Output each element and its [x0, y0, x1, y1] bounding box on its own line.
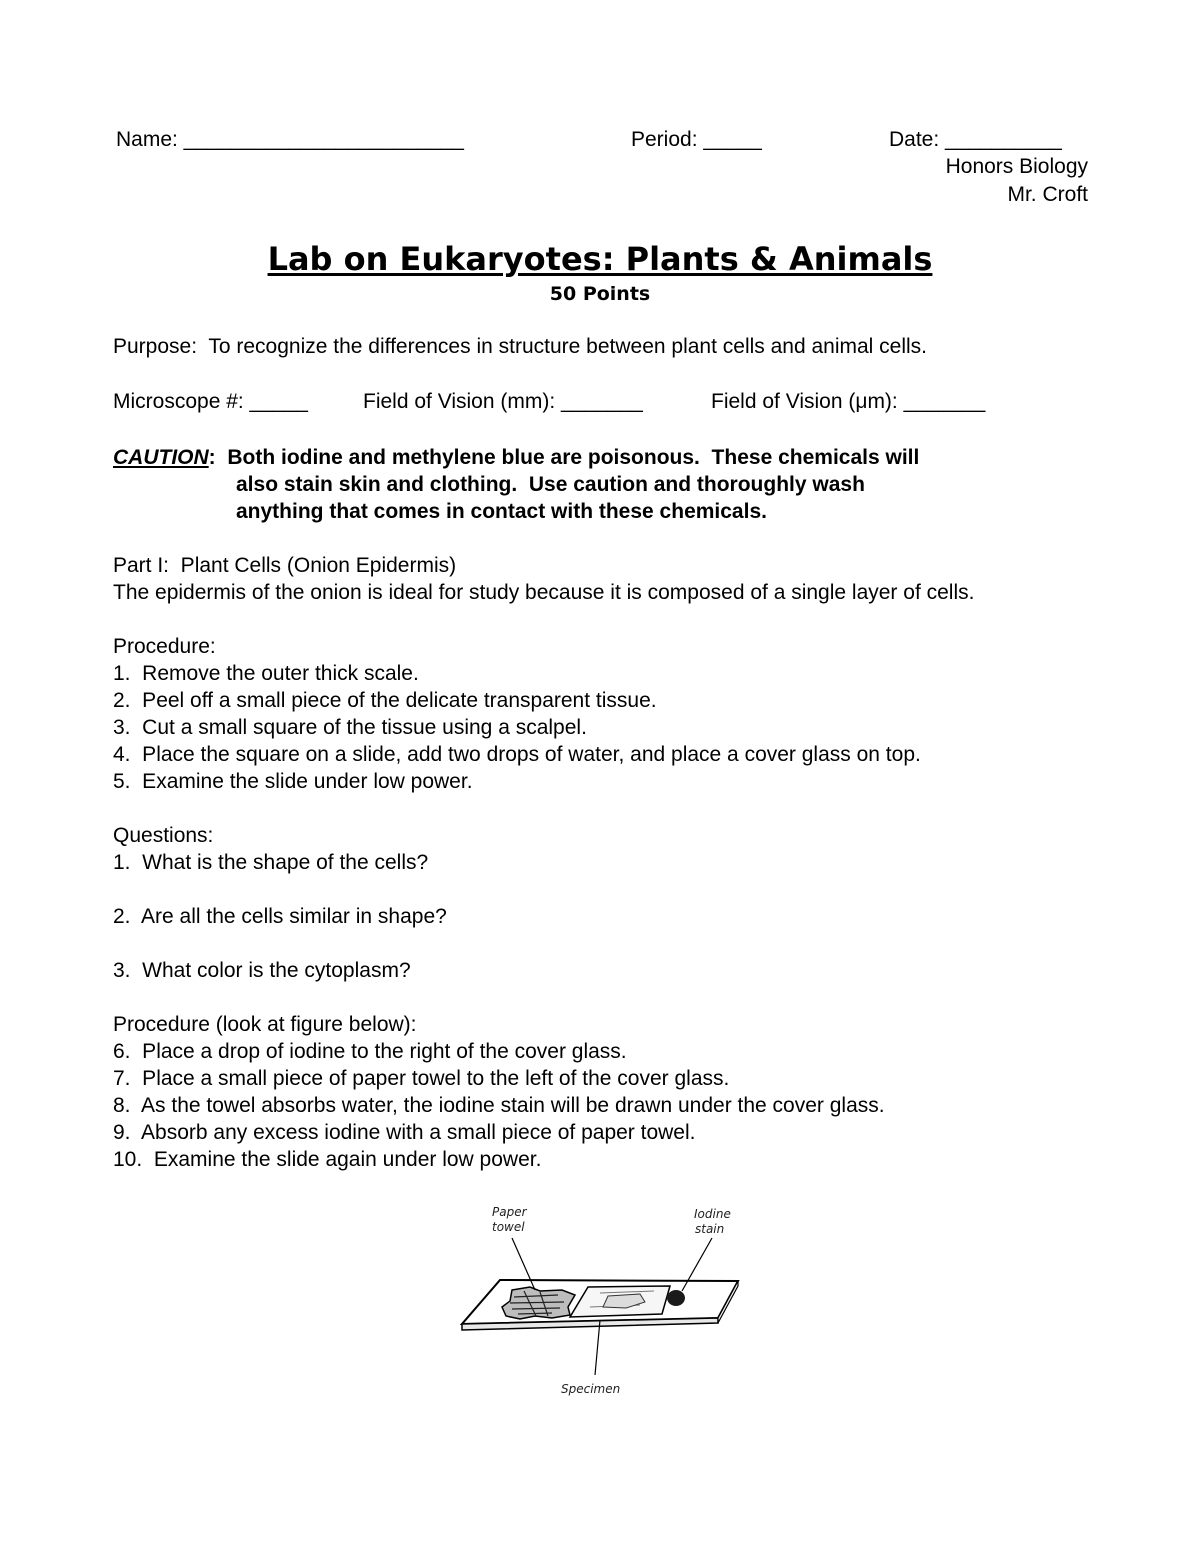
fov-um-field: Field of Vision (μm): _______: [711, 390, 986, 413]
procedure-step: 3. Cut a small square of the tissue using a scalpel.: [113, 716, 587, 739]
name-field: Name: ________________________: [116, 128, 464, 151]
question-item: 2. Are all the cells similar in shape?: [113, 905, 447, 928]
caution-line-3: anything that comes in contact with these chemicals.: [236, 500, 767, 523]
procedure-step: 7. Place a small piece of paper towel to the left of the cover glass.: [113, 1067, 730, 1090]
procedure-step: 8. As the towel absorbs water, the iodine stain will be drawn under the cover glass.: [113, 1094, 885, 1117]
caution-label: CAUTION: [113, 446, 209, 469]
question-item: 3. What color is the cytoplasm?: [113, 959, 411, 982]
questions-heading: Questions:: [113, 824, 214, 847]
procedure-step: 9. Absorb any excess iodine with a small piece of paper towel.: [113, 1121, 696, 1144]
page-title: Lab on Eukaryotes: Plants & Animals: [267, 240, 933, 278]
procedure-step: 6. Place a drop of iodine to the right of the cover glass.: [113, 1040, 627, 1063]
iodine-drop: [667, 1290, 685, 1306]
procedure-step: 2. Peel off a small piece of the delicate transparent tissue.: [113, 689, 657, 712]
date-field: Date: __________: [889, 128, 1062, 151]
procedure2-heading: Procedure (look at figure below):: [113, 1013, 417, 1036]
microscope-number-field: Microscope #: _____: [113, 390, 308, 413]
caution-line-1: [113, 445, 919, 471]
fov-mm-field: Field of Vision (mm): _______: [363, 390, 643, 413]
specimen-label: Specimen: [561, 1382, 621, 1396]
part1-intro: The epidermis of the onion is ideal for study because it is composed of a single layer of cells.: [113, 581, 975, 604]
procedure-step: 10. Examine the slide again under low power.: [113, 1148, 542, 1171]
procedure-step: 5. Examine the slide under low power.: [113, 770, 473, 793]
slide-staining-figure: [440, 1195, 760, 1415]
paper-towel-label: Paper towel: [492, 1205, 527, 1234]
course-name: Honors Biology: [945, 155, 1088, 178]
purpose-text: Purpose: To recognize the differences in structure between plant cells and animal cells.: [113, 335, 928, 358]
caution-line-2: also stain skin and clothing. Use caution and thoroughly wash: [236, 473, 865, 496]
part1-heading: Part I: Plant Cells (Onion Epidermis): [113, 554, 457, 577]
question-item: 1. What is the shape of the cells?: [113, 851, 429, 874]
procedure-step: 4. Place the square on a slide, add two drops of water, and place a cover glass on top.: [113, 743, 921, 766]
points-subtitle: 50 Points: [549, 283, 651, 305]
period-field: Period: _____: [631, 128, 762, 151]
procedure1-heading: Procedure:: [113, 635, 216, 658]
teacher-name: Mr. Croft: [1007, 183, 1088, 206]
iodine-stain-label: Iodine stain: [694, 1207, 731, 1236]
procedure-step: 1. Remove the outer thick scale.: [113, 662, 419, 685]
caution-text-1: : Both iodine and methylene blue are poisonous. These chemicals will: [208, 446, 920, 469]
